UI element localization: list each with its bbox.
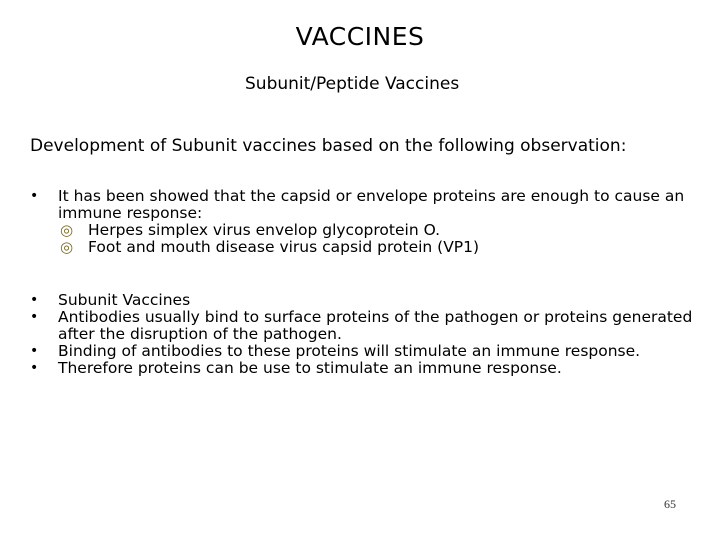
bullet-icon: •: [30, 343, 39, 359]
list-item-text: It has been showed that the capsid or envelope proteins are enough to cause an immune response:: [58, 187, 685, 222]
list-item: [30, 292, 720, 309]
list-item-text: Therefore proteins can be use to stimulate an immune response.: [58, 359, 562, 377]
sub-list-item-text: Herpes simplex virus envelop glycoprotein O.: [88, 221, 441, 239]
list-item: [30, 360, 720, 377]
sub-list-item-text: Foot and mouth disease virus capsid protein (VP1): [88, 238, 480, 256]
list-item-text: Subunit Vaccines: [58, 291, 191, 309]
bullet-icon: •: [30, 360, 39, 376]
circle-bullet-icon: ◎: [60, 221, 74, 239]
bullet-icon: •: [30, 309, 39, 325]
list-item-text: Binding of antibodies to these proteins will stimulate an immune response.: [58, 342, 641, 360]
subunit-vaccine-list: [30, 292, 720, 377]
observation-list: [30, 188, 720, 256]
bullet-icon: •: [30, 188, 39, 204]
circle-bullet-icon: ◎: [60, 238, 74, 256]
sub-list-item: [58, 222, 720, 239]
slide-subtitle: Subunit/Peptide Vaccines: [245, 74, 460, 94]
intro-text: Development of Subunit vaccines based on the following observation:: [30, 136, 627, 156]
bullet-icon: •: [30, 292, 39, 308]
list-item: [30, 309, 720, 343]
list-item-text: Antibodies usually bind to surface proteins of the pathogen or proteins generated after the disruption of the pathogen.: [58, 308, 693, 343]
slide-title: VACCINES: [295, 22, 425, 51]
page-number: 65: [664, 497, 676, 511]
sub-list-item: [58, 239, 720, 256]
example-list: [58, 222, 720, 256]
list-item: [30, 343, 720, 360]
list-item: [30, 188, 720, 256]
